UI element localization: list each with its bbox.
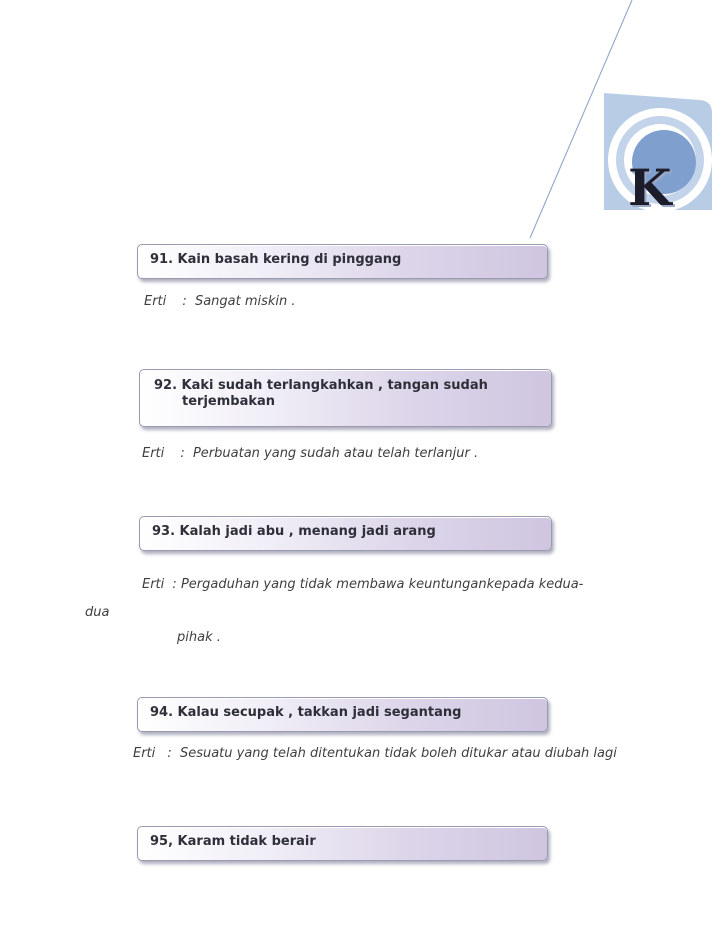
proverb-box-92: [139, 369, 552, 427]
meaning-92: [142, 446, 478, 461]
erti-label: Erti: [133, 746, 156, 761]
meaning-93: [142, 577, 583, 592]
proverb-box-94: [137, 697, 548, 732]
meaning-text: Perbuatan yang sudah atau telah terlanjur .: [192, 446, 479, 461]
proverb-title-line2: terjembakan: [182, 394, 276, 409]
proverb-title: [154, 378, 488, 410]
proverb-title-line1: 92. Kaki sudah terlangkahkan , tangan sudah: [154, 378, 488, 393]
separator: :: [167, 746, 172, 761]
separator: :: [172, 577, 177, 592]
logo-letter: K: [628, 158, 672, 217]
erti-label: Erti: [144, 294, 167, 309]
meaning-text: Sesuatu yang telah ditentukan tidak boleh ditukar atau diubah lagi: [179, 746, 617, 761]
meaning-94: [133, 746, 617, 761]
proverb-box-95: [137, 826, 548, 861]
proverb-box-93: [139, 516, 552, 551]
proverb-title: 93. Kalah jadi abu , menang jadi arang: [152, 524, 436, 539]
proverb-title: 95, Karam tidak berair: [150, 834, 316, 849]
separator: :: [180, 446, 185, 461]
erti-label: Erti: [142, 446, 165, 461]
proverb-box-91: [137, 244, 548, 279]
meaning-91: [144, 294, 296, 309]
erti-label: Erti: [142, 577, 165, 592]
separator: :: [182, 294, 187, 309]
meaning-text: Sangat miskin .: [194, 294, 296, 309]
proverb-title: 91. Kain basah kering di pinggang: [150, 252, 402, 267]
meaning-text: Pergaduhan yang tidak membawa keuntungankepada kedua-: [180, 577, 584, 592]
meaning-93-continuation-2: pihak .: [177, 630, 221, 645]
proverb-title: 94. Kalau secupak , takkan jadi segantang: [150, 705, 462, 720]
meaning-93-continuation: dua: [85, 605, 110, 620]
